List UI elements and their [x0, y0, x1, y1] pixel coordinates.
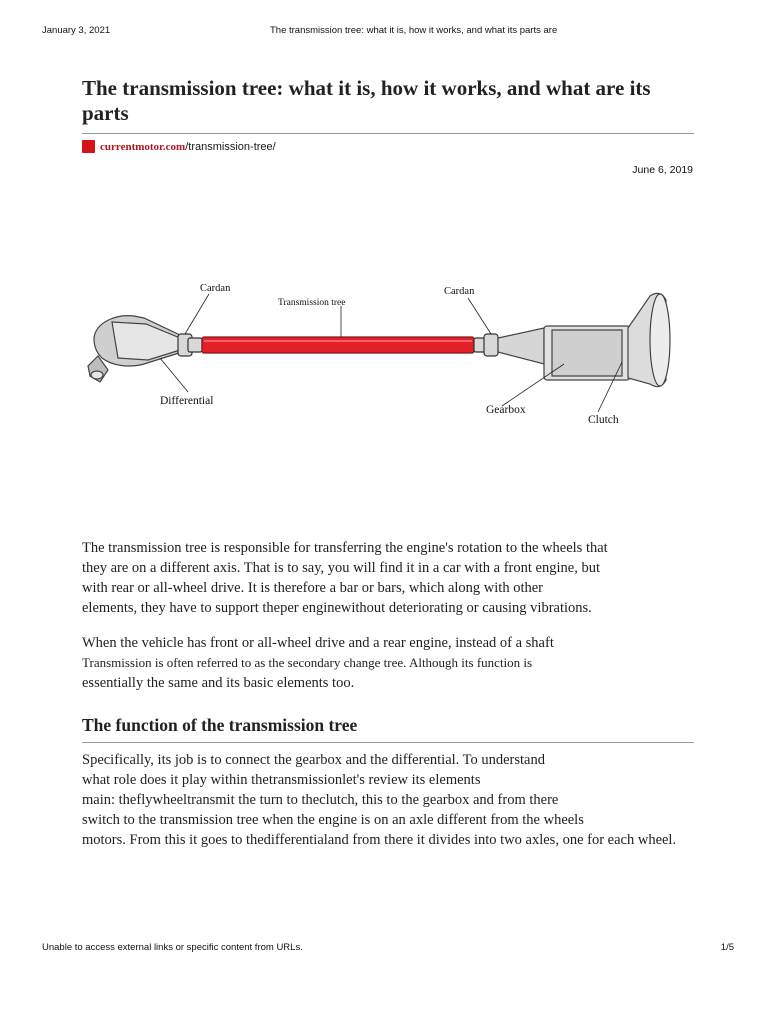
source-site[interactable]: currentmotor.com: [100, 140, 186, 153]
paragraph-1: The transmission tree is responsible for transferring the engine's rotation to the wheels that they are on a different axis. That is to say, you will find it in a car with a front engine, but with rear or all-wheel drive. It is therefore a bar or bars, which along with other elements, they have to support theper enginewithout deteriorating or causing vibrations.: [82, 540, 608, 616]
gearbox-part: [498, 326, 630, 380]
paragraph-3: Specifically, its job is to connect the gearbox and the differential. To understand what role does it play within thetransmissionlet's review its elements main: theflywheeltransmit the turn to theclutch, this to the gearbox and from there switch to the transmission tree when the engine is on an axle different from the wheels motors. From this it goes to thedifferentialand from there it divides into two axles, one for each wheel.: [82, 752, 677, 848]
page-number: 1/5: [720, 942, 734, 953]
transmission-diagram: [82, 270, 682, 440]
label-gearbox: Gearbox: [486, 404, 526, 416]
cardan-left-part: [178, 334, 202, 356]
label-clutch: Clutch: [588, 414, 619, 426]
differential-part: [88, 316, 182, 382]
print-footer-note: Unable to access external links or specific content from URLs.: [42, 942, 303, 953]
article-title: The transmission tree: what it is, how it works, and what are its parts: [82, 76, 651, 125]
source-link[interactable]: [82, 140, 276, 153]
article-date: June 6, 2019: [632, 164, 693, 176]
paragraph-2: When the vehicle has front or all-wheel drive and a rear engine, instead of a shaft Transmission is often referred to as the secondary change tree. Although its function is essentially the same and its basic elements too.: [82, 635, 554, 691]
print-header-title: The transmission tree: what it is, how it works, and what its parts are: [270, 25, 558, 36]
label-cardan-left: Cardan: [200, 283, 231, 294]
transmission-shaft: [202, 337, 474, 353]
source-path[interactable]: /transmission-tree/: [185, 140, 276, 153]
label-cardan-right: Cardan: [444, 286, 475, 297]
print-header-date: January 3, 2021: [42, 25, 111, 36]
section-heading: The function of the transmission tree: [82, 715, 358, 735]
site-logo-icon: [82, 140, 95, 153]
clutch-part: [628, 293, 670, 386]
section-divider: [82, 742, 694, 743]
label-differential: Differential: [160, 395, 214, 407]
label-transmission-tree: Transmission tree: [278, 298, 346, 308]
cardan-right-part: [474, 334, 498, 356]
title-divider: [82, 133, 694, 134]
